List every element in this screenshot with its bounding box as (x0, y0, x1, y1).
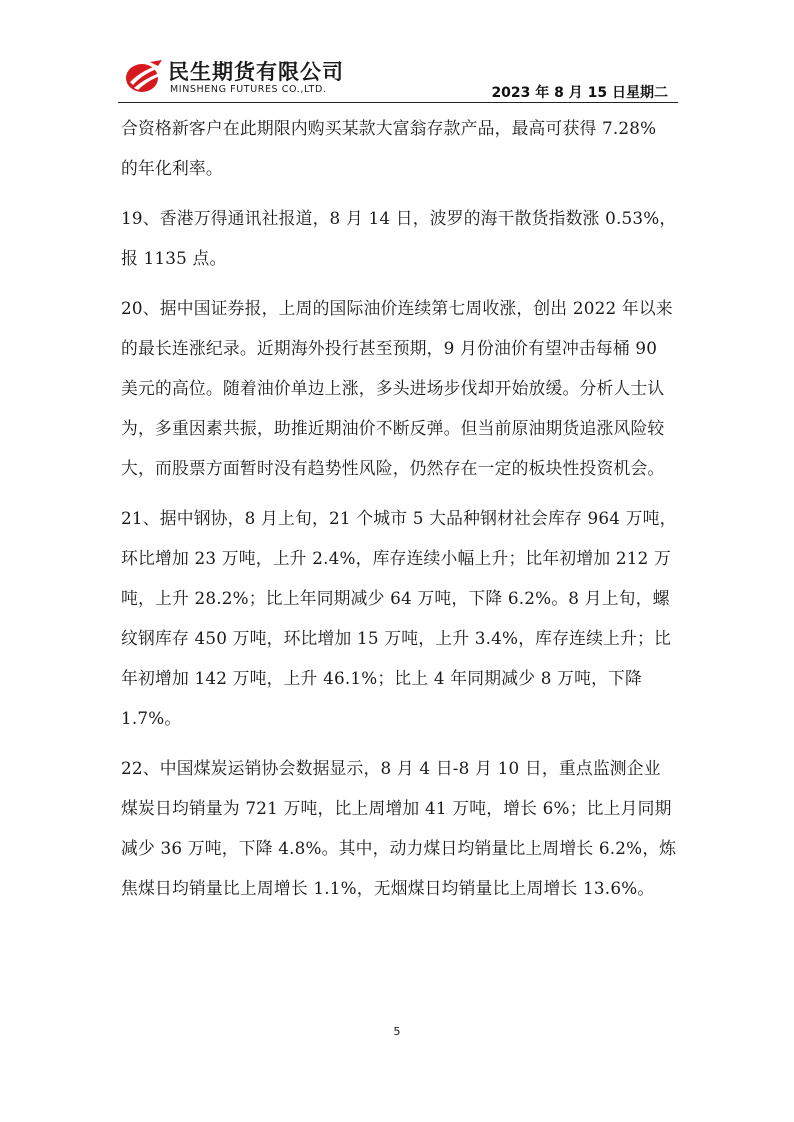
logo-english-name: MINSHENG FUTURES CO.,LTD. (170, 84, 327, 95)
page-number: 5 (393, 1025, 401, 1038)
page-header (118, 54, 678, 102)
article-body (121, 108, 677, 908)
company-logo (118, 54, 378, 100)
logo-chinese-name: 民生期货有限公司 (168, 60, 344, 84)
header-divider (118, 102, 678, 103)
paragraph-continued: 合资格新客户在此期限内购买某款大富翁存款产品，最高可获得 7.28% 的年化利率。 (121, 118, 657, 178)
paragraph-item-22: 22、中国煤炭运销协会数据显示，8 月 4 日-8 月 10 日，重点监测企业煤炭日均销量为 721 万吨，比上周增加 41 万吨，增长 6%；比上月同期减少 36 万吨，下降 4.8%。其中，动力煤日均销量比上周增长 6.2%，炼焦煤日均销量比上周增长 1.1%，无烟煤日均销量比上周增长 13.6%。 (121, 758, 677, 898)
minsheng-logo-icon (124, 56, 164, 96)
paragraph-item-19: 19、香港万得通讯社报道，8 月 14 日，波罗的海干散货指数涨 0.53%，报 1135 点。 (121, 208, 677, 268)
paragraph-item-20: 20、据中国证券报，上周的国际油价连续第七周收涨，创出 2022 年以来的最长连涨纪录。近期海外投行甚至预期，9 月份油价有望冲击每桶 90 美元的高位。随着油价单边上涨，多头进场步伐却开始放缓。分析人士认为，多重因素共振，助推近期油价不断反弹。但当前原油期货追涨风险较大，而股票方面暂时没有趋势性风险，仍然存在一定的板块性投资机会。 (121, 298, 673, 478)
report-date: 2023 年 8 月 15 日星期二 (491, 85, 668, 101)
paragraph-item-21: 21、据中钢协，8 月上旬，21 个城市 5 大品种钢材社会库存 964 万吨，环比增加 23 万吨，上升 2.4%，库存连续小幅上升；比年初增加 212 万吨，上升 28.2%；比上年同期减少 64 万吨，下降 6.2%。8 月上旬，螺纹钢库存 450 万吨，环比增加 15 万吨，上升 3.4%，库存连续上升；比年初增加 142 万吨，上升 46.1%；比上 4 年同期减少 8 万吨，下降 1.7%。 (121, 508, 677, 728)
